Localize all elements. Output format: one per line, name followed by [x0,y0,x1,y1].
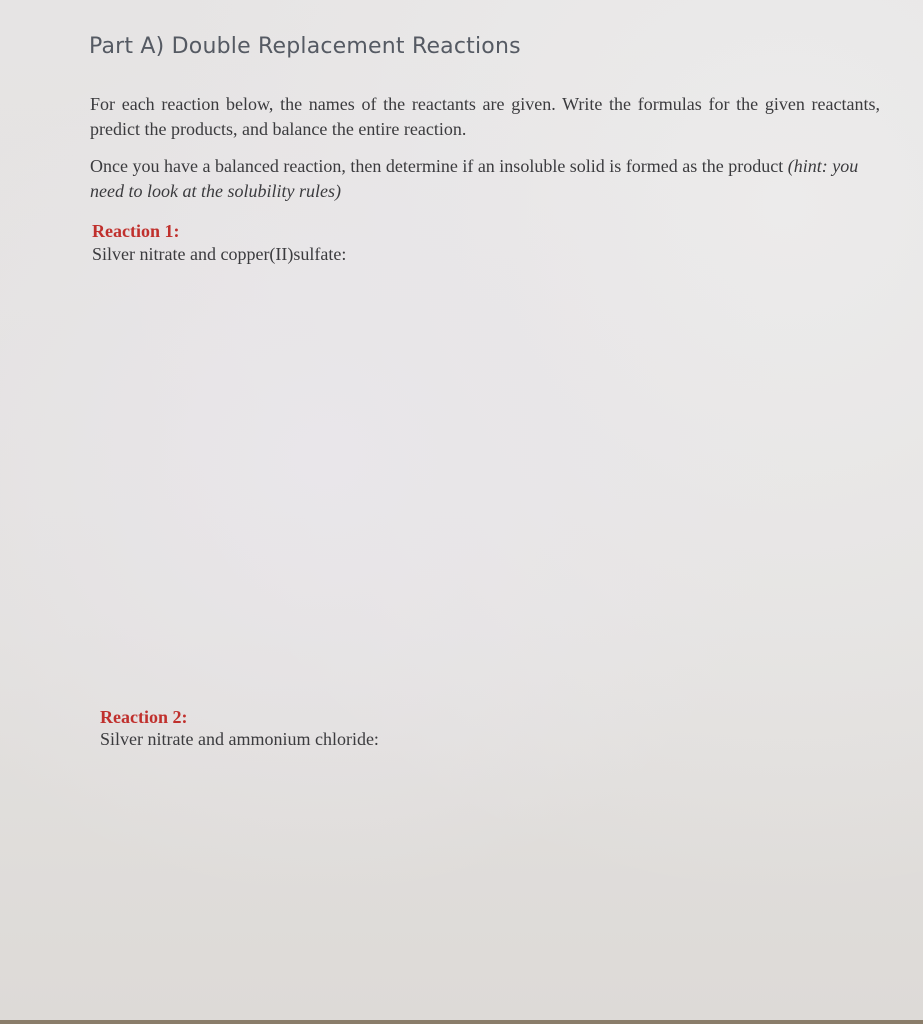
reaction-2-label: Reaction 2: [100,707,188,727]
solubility-hint: (hint: you need to look at the solubility rules) [90,156,859,201]
reaction-1-reactants: Silver nitrate and copper(II)sulfate: [92,244,347,264]
page-bottom-edge [0,1020,923,1024]
reaction-1-label: Reaction 1: [92,221,180,241]
section-heading: Part A) Double Replacement Reactions [89,34,521,59]
instructions-paragraph-2 [90,154,880,204]
reaction-2-reactants: Silver nitrate and ammonium chloride: [100,729,379,749]
instructions-paragraph-2-text: Once you have a balanced reaction, then determine if an insoluble solid is formed as the product [90,156,788,176]
instructions-paragraph-1: For each reaction below, the names of the reactants are given. Write the formulas for the given reactants, predict the products, and balance the entire reaction. [90,94,880,139]
